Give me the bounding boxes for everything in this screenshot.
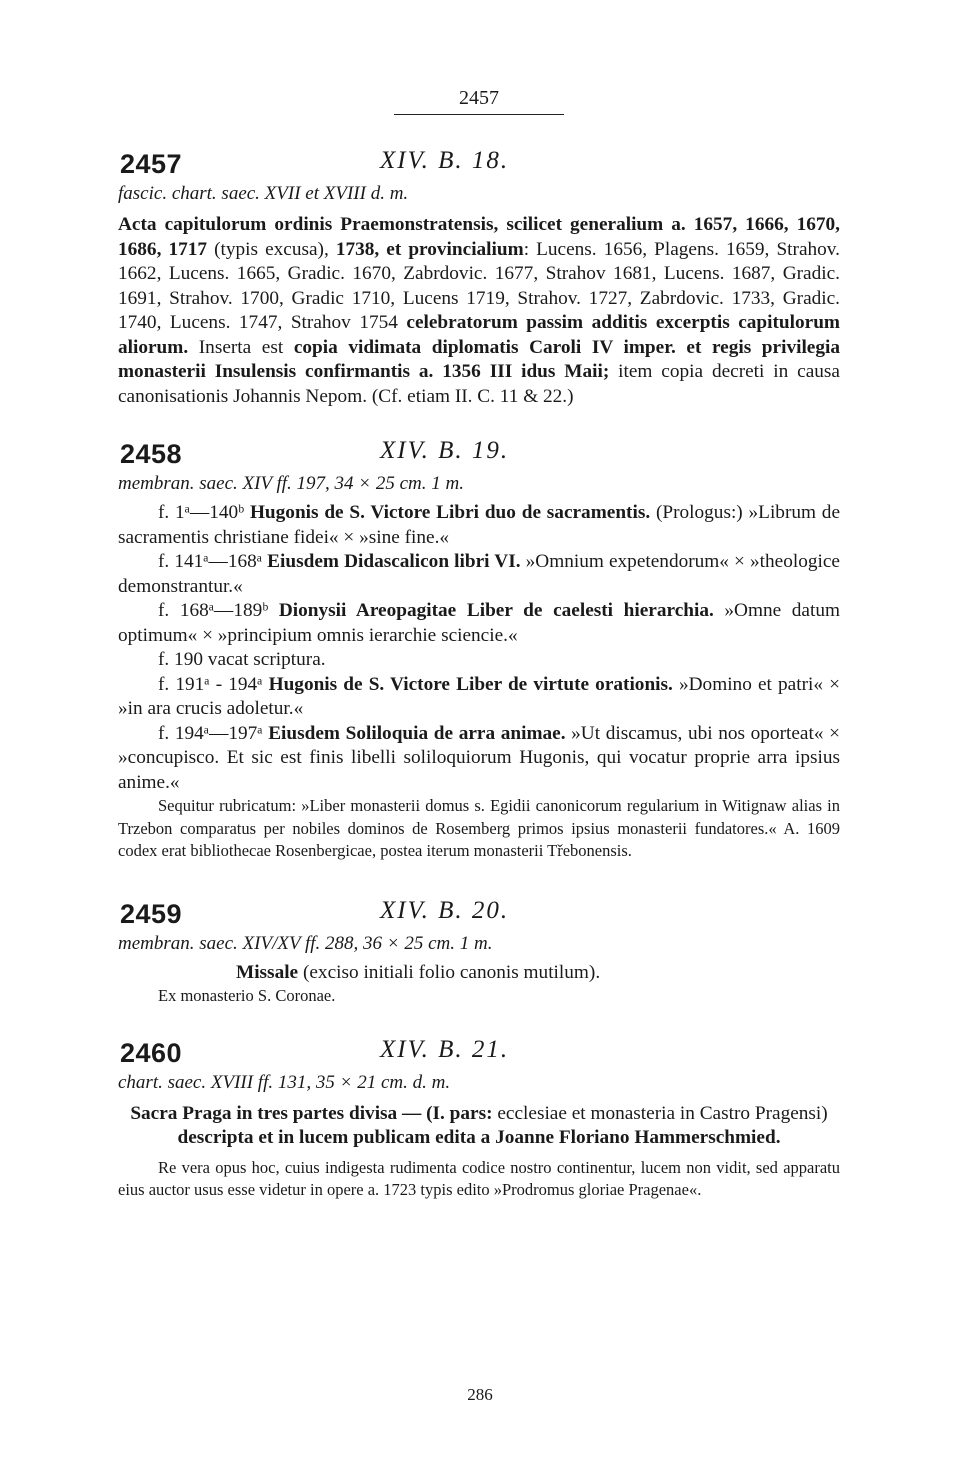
item-folio: f. 1ᵃ—140ᵇ: [158, 502, 250, 523]
entry-2459: [118, 897, 840, 1008]
entry-number: 2458: [120, 439, 183, 469]
entry-text: [118, 213, 840, 409]
text-plain: (exciso initiali folio canonis mutilum).: [298, 961, 601, 983]
list-item: [118, 599, 840, 648]
text-plain: : Lucens. 1656, Plagens. 1659, Strahov. 1662, Lucens. 1665, Gradic. 1670, Zabrdovic. 1677, Strahov 1681, Lucens. 1687, Gradic. 1691, Strahov. 1700, Gradic 1710, Lucens 1719, Strahov. 1727, Zabrdovic. 1733, Gradic. 1740, Lucens. 1747, Strahov 1754: [118, 238, 840, 333]
entry-2458: [118, 437, 840, 863]
item-text: (Prologus:) »Librum de sacramentis christiane fidei« × »sine fine.«: [118, 502, 841, 548]
entry-signature: XIV. B. 19.: [380, 437, 510, 464]
entry-head: [118, 147, 840, 181]
text-plain: item copia decreti in causa canonisationis Johannis Nepom. (Cf. etiam II. C. 11 & 22.): [118, 361, 840, 407]
entry-signature: XIV. B. 21.: [380, 1035, 510, 1063]
item-title: Eiusdem Didascalicon libri VI.: [267, 551, 521, 572]
entry-note: Re vera opus hoc, cuius indigesta rudimenta codice nostro continentur, lucem non vidit, sed apparatu eius auctor usus esse videtur in opere a. 1723 typis edito »Prodromus gloriae Pragenae«.: [118, 1157, 840, 1199]
item-title: Hugonis de S. Victore Liber de virtute orationis.: [268, 673, 673, 695]
entry-note: Ex monasterio S. Coronae.: [158, 986, 336, 1005]
entry-head: [118, 437, 840, 471]
entry-2457: [118, 147, 840, 409]
entry-2460: [118, 1036, 840, 1202]
text-bold: 1738, et provincialium: [335, 238, 524, 260]
item-folio: f. 194ᵃ—197ᵃ: [158, 722, 269, 744]
text-bold: descripta et in lucem publicam edita a Joanne Floriano Hammerschmied.: [177, 1127, 781, 1148]
entry-signature: XIV. B. 18.: [380, 147, 510, 174]
entry-number: 2459: [120, 898, 183, 929]
item-folio: f. 141ᵃ—168ᵃ: [158, 551, 268, 572]
text-plain: Inserta est: [188, 336, 294, 358]
text-plain: (typis excusa),: [207, 238, 336, 260]
text-bold: Sacra Praga in tres partes divisa — (I. pars:: [130, 1102, 493, 1124]
text-bold: celebratorum passim additis excerptis capitulorum aliorum.: [118, 312, 840, 358]
header-rule: [394, 114, 564, 115]
entry-head: [118, 897, 840, 931]
item-folio: f. 168ᵃ—189ᵇ: [158, 600, 279, 621]
entry-description: membran. saec. XIV/XV ff. 288, 36 × 25 cm. 1 m.: [118, 932, 493, 954]
item-title: Eiusdem Soliloquia de arra animae.: [268, 722, 566, 744]
item-list: [118, 501, 840, 795]
entry-description: membran. saec. XIV ff. 197, 34 × 25 cm. 1 m.: [118, 473, 464, 494]
item-folio: f. 191ᵃ - 194ᵃ: [158, 673, 269, 695]
running-head: 2457: [459, 87, 499, 109]
entry-note: Sequitur rubricatum: »Liber monasterii domus s. Egidii canonicorum regularium in Witignaw alias in Trzebon comparatus per nobiles dominos de Rosemberg primos ipsius monasterii fundatores.« A. 1609 codex erat bibliothecae Rosenbergicae, postea iterum monasterii Třebonensis.: [118, 796, 840, 860]
item-text: »Ut discamus, ubi nos oporteat« × »concupisco. Et sic est finis libelli soliloquiorum Hugonis, qui vocatur proprie arra ipsius anime.«: [118, 722, 840, 793]
entry-description: chart. saec. XVIII ff. 131, 35 × 21 cm. d. m.: [118, 1071, 451, 1093]
list-item: [118, 501, 840, 550]
entry-text: [118, 1102, 840, 1151]
list-item: [118, 722, 840, 796]
list-item: [118, 673, 840, 722]
page: [118, 88, 840, 1202]
item-text: »Omnium expetendorum« × »theologice demonstrantur.«: [118, 551, 840, 597]
text-bold: Acta capitulorum ordinis Praemonstratensis, scilicet generalium a. 1657, 1666, 1670, 1686, 1717: [118, 214, 840, 260]
page-number: 286: [467, 1385, 493, 1404]
item-text: »Domino et patri« × »in ara crucis adoletur.«: [118, 673, 840, 719]
list-item: [118, 550, 840, 599]
entry-head: [118, 1036, 840, 1070]
text-bold: copia vidimata diplomatis Caroli IV imper. et regis privilegia monasterii Insulensis confirmantis a. 1356 III idus Maii;: [118, 336, 840, 382]
text-bold: Missale: [236, 961, 299, 983]
entry-number: 2460: [120, 1037, 183, 1068]
entry-number: 2457: [120, 149, 183, 179]
entry-description: fascic. chart. saec. XVII et XVIII d. m.: [118, 183, 409, 204]
item-folio: f. 190 vacat scriptura.: [158, 649, 326, 670]
item-title: Dionysii Areopagitae Liber de caelesti hierarchia.: [278, 600, 714, 621]
item-title: Hugonis de S. Victore Libri duo de sacramentis.: [249, 502, 651, 523]
entry-signature: XIV. B. 20.: [380, 896, 510, 924]
list-item: [118, 648, 840, 673]
text-plain: ecclesiae et monasteria in Castro Pragensi): [492, 1102, 828, 1124]
entry-text: [118, 961, 840, 986]
item-text: »Omne datum optimum« × »principium omnis ierarchie sciencie.«: [118, 600, 840, 646]
